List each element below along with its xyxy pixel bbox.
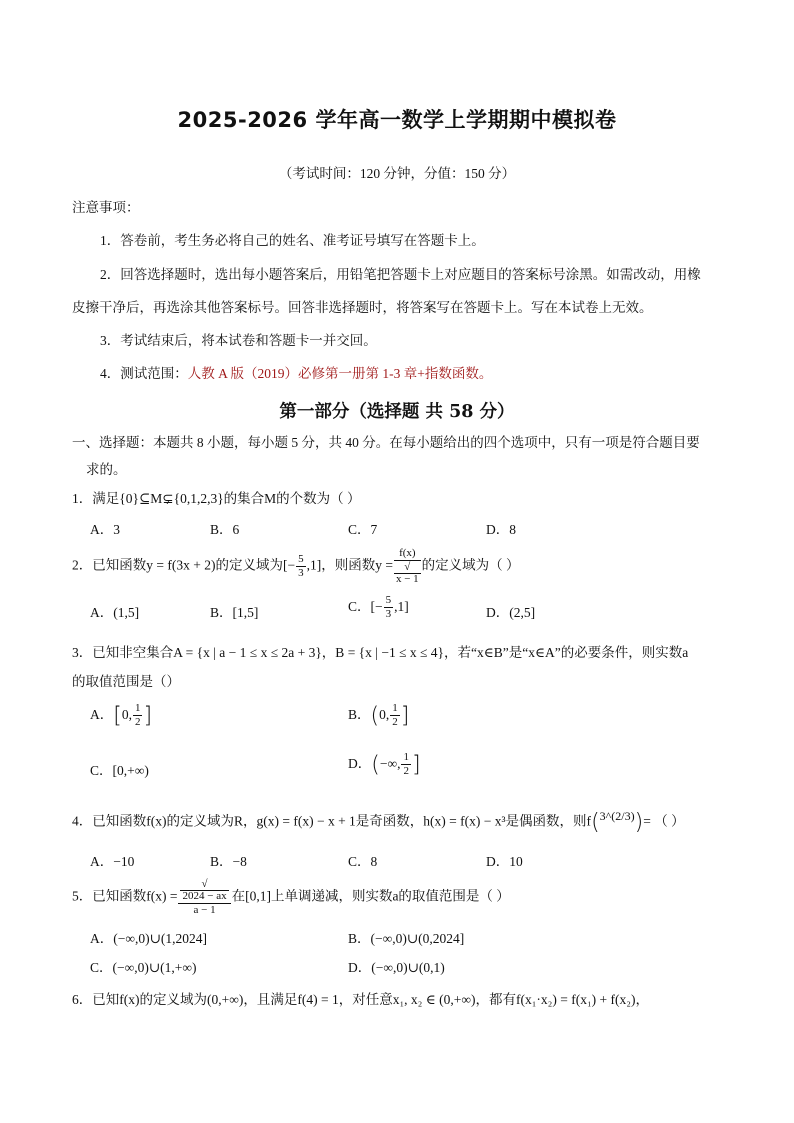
q5-option-d: D．(−∞,0)∪(0,1) [348, 960, 445, 975]
q2-func-fraction [394, 548, 421, 585]
q5-fraction: √ 2024 − ax a − 1 [178, 879, 230, 916]
q4-option-c: C．8 [348, 854, 378, 869]
exam-subtitle: （考试时间：120 分钟，分值：150 分） [278, 166, 516, 181]
q1-option-a: A．3 [90, 522, 120, 537]
question-5-stem [72, 879, 510, 916]
q1-option-d: D．8 [486, 522, 516, 537]
question-3-stem-b: 的取值范围是（） [72, 674, 180, 689]
q3-option-d: D．(−∞, $\frac{1}{2}$ ] [348, 751, 421, 778]
q5-option-b: B．(−∞,0)∪(0,2024] [348, 931, 465, 946]
q2-option-c: C．[− $\frac{5}{3}$ ,1] [348, 594, 409, 621]
q4-option-b: B．−8 [210, 854, 247, 869]
note-4-scope: 人教 A 版（2019）必修第一册第 1-3 章+指数函数。 [187, 366, 493, 381]
section-title: 第一部分（选择题 共 58 分） [279, 402, 515, 422]
question-6-stem: 6．已知f(x)的定义域为(0,+∞)，且满足f(4) = 1，对任意x₁, x₂ ∈ (0,+∞)，都有f(x₁·x₂) = f(x₁) + f(x₂)， [72, 992, 649, 1007]
question-1-stem: 1．满足{0}⊆M⊊{0,1,2,3}的集合M的个数为（ ） [72, 491, 361, 506]
q5-stem-b: 在[0,1]上单调递减，则实数a的取值范围是（ ） [231, 888, 510, 904]
q2-frac-num: 5 [298, 553, 304, 565]
q3-option-c: C．[0,+∞) [90, 763, 149, 778]
q5-option-c: C．(−∞,0)∪(1,+∞) [90, 960, 197, 975]
question-2-stem: 2．已知函数y = f(3x + 2)的定义域为[− $\frac{5}{3}$ ,1]，则函数y = f(x) √ x − 1 的定义域为（ ） [72, 547, 520, 585]
q2-fraction [296, 554, 306, 579]
q2-stem-b: ,1]，则函数 [306, 557, 376, 573]
q2-stem-a: 2．已知函数y = f(3x + 2)的定义域为[− [72, 557, 296, 573]
q2-option-a: A．(1,5] [90, 605, 140, 620]
note-2b: 皮擦干净后，再选涂其他答案标号。回答非选择题时，将答案写在答题卡上。写在本试卷上无效。 [72, 300, 653, 315]
q2-func-num: f(x) [394, 548, 421, 561]
q2-option-d: D．(2,5] [486, 605, 536, 620]
note-4 [100, 362, 492, 382]
q3-option-b: B．(0, $\frac{1}{2}$ ] [348, 702, 410, 729]
q2-func-den: √ x − 1 [395, 561, 419, 585]
part1-intro-a: 一、选择题：本题共 8 小题，每小题 5 分，共 40 分。在每小题给出的四个选项中，只有一项是符合题目要 [72, 435, 700, 450]
q1-option-c: C．7 [348, 522, 378, 537]
part1-intro-b: 求的。 [86, 462, 127, 477]
q4-option-a: A．−10 [90, 854, 135, 869]
note-1: 1．答卷前，考生务必将自己的姓名、准考证号填写在答题卡上。 [100, 233, 485, 248]
note-3: 3．考试结束后，将本试卷和答题卡一并交回。 [100, 333, 377, 348]
note-4-prefix: 4．测试范围： [100, 366, 188, 381]
note-2a: 2．回答选择题时，选出每小题答案后，用铅笔把答题卡上对应题目的答案标号涂黑。如需改动，用橡 [100, 267, 701, 282]
question-4-stem: 4．已知函数f(x)的定义域为R，g(x) = f(x) − x + 1是奇函数，h(x) = f(x) − x³是偶函数，则f(3^(2/3))= （ ） [72, 809, 685, 835]
q2-option-b: B．[1,5] [210, 605, 259, 620]
q3-option-a: A．[0, $\frac{1}{2}$ ] [90, 702, 153, 729]
q4-option-d: D．10 [486, 854, 523, 869]
q4-stem-b: = （ ） [643, 813, 685, 829]
q4-exponent: 3^(2/3) [599, 809, 635, 823]
q2-stem-c: 的定义域为（ ） [421, 557, 520, 573]
q2-frac-den: 3 [298, 567, 304, 579]
question-3-stem-a: 3．已知非空集合A = {x | a − 1 ≤ x ≤ 2a + 3}，B = {x | −1 ≤ x ≤ 4}，若“x∈B”是“x∈A”的必要条件，则实数a [72, 645, 689, 660]
q5-stem-a: 5．已知函数f(x) = [72, 888, 178, 904]
q4-stem-a: 4．已知函数f(x)的定义域为R，g(x) = f(x) − x + 1是奇函数，h(x) = f(x) − x³是偶函数，则f [72, 813, 592, 829]
notes-heading: 注意事项： [72, 200, 140, 215]
q5-option-a: A．(−∞,0)∪(1,2024] [90, 931, 208, 946]
exam-title: 2025-2026 学年高一数学上学期期中模拟卷 [177, 108, 617, 132]
q1-option-b: B．6 [210, 522, 240, 537]
